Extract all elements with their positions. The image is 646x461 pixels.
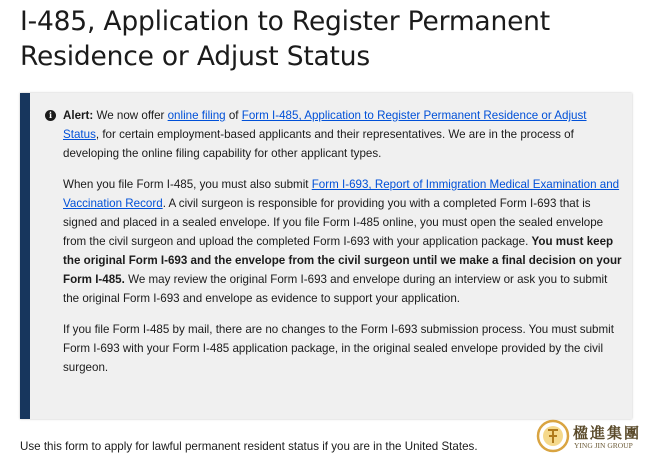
alert-paragraph-online-filing xyxy=(63,106,623,163)
alert-text: . A civil surgeon is responsible for providing you with a completed Form I-693 that is signed and placed in a sealed envelope. If you file Form I-485 online, you must open the sealed envelope from the civil surgeon and upload the completed Form I-693 with your application package. xyxy=(63,197,604,248)
online-filing-link[interactable]: online filing xyxy=(167,109,226,122)
alert-text: When you file Form I-485, you must also submit xyxy=(63,178,312,191)
alert-bold-text: You must keep the original Form I-693 and the envelope from the civil surgeon until we make a final decision on your Form I-485. xyxy=(63,235,622,286)
alert-box xyxy=(20,93,632,419)
intro-text: Use this form to apply for lawful permanent resident status if you are in the United States. xyxy=(20,440,478,453)
logo-mark-icon xyxy=(536,419,570,453)
alert-label: Alert: xyxy=(63,109,94,122)
alert-text: , for certain employment-based applicants and their representatives. We are in the process of developing the online filing capability for other applicant types. xyxy=(63,128,574,160)
info-icon: i xyxy=(45,110,56,121)
watermark-logo xyxy=(536,417,644,457)
form-i693-link[interactable]: Form I-693, Report of Immigration Medical Examination and Vaccination Record xyxy=(63,178,620,210)
logo-chinese-text: 楹進集團 xyxy=(573,424,642,442)
alert-body xyxy=(63,106,623,389)
form-i485-link[interactable]: Form I-485, Application to Register Permanent Residence or Adjust Status xyxy=(63,109,587,141)
alert-text: We now offer xyxy=(93,109,168,122)
alert-text: of xyxy=(225,109,242,122)
alert-paragraph-mail: If you file Form I-485 by mail, there are no changes to the Form I-693 submission process. You must submit Form I-693 with your Form I-485 application package, in the original sealed envelope provided by the civil surgeon. xyxy=(63,323,614,374)
logo-english-text: YING JIN GROUP xyxy=(574,441,633,450)
alert-paragraph-i693 xyxy=(63,175,623,308)
page-title: I-485, Application to Register Permanent Residence or Adjust Status xyxy=(20,6,550,72)
alert-text: We may review the original Form I-693 and envelope during an interview or ask you to submit the original Form I-693 and envelope as evidence to support your application. xyxy=(63,273,608,305)
